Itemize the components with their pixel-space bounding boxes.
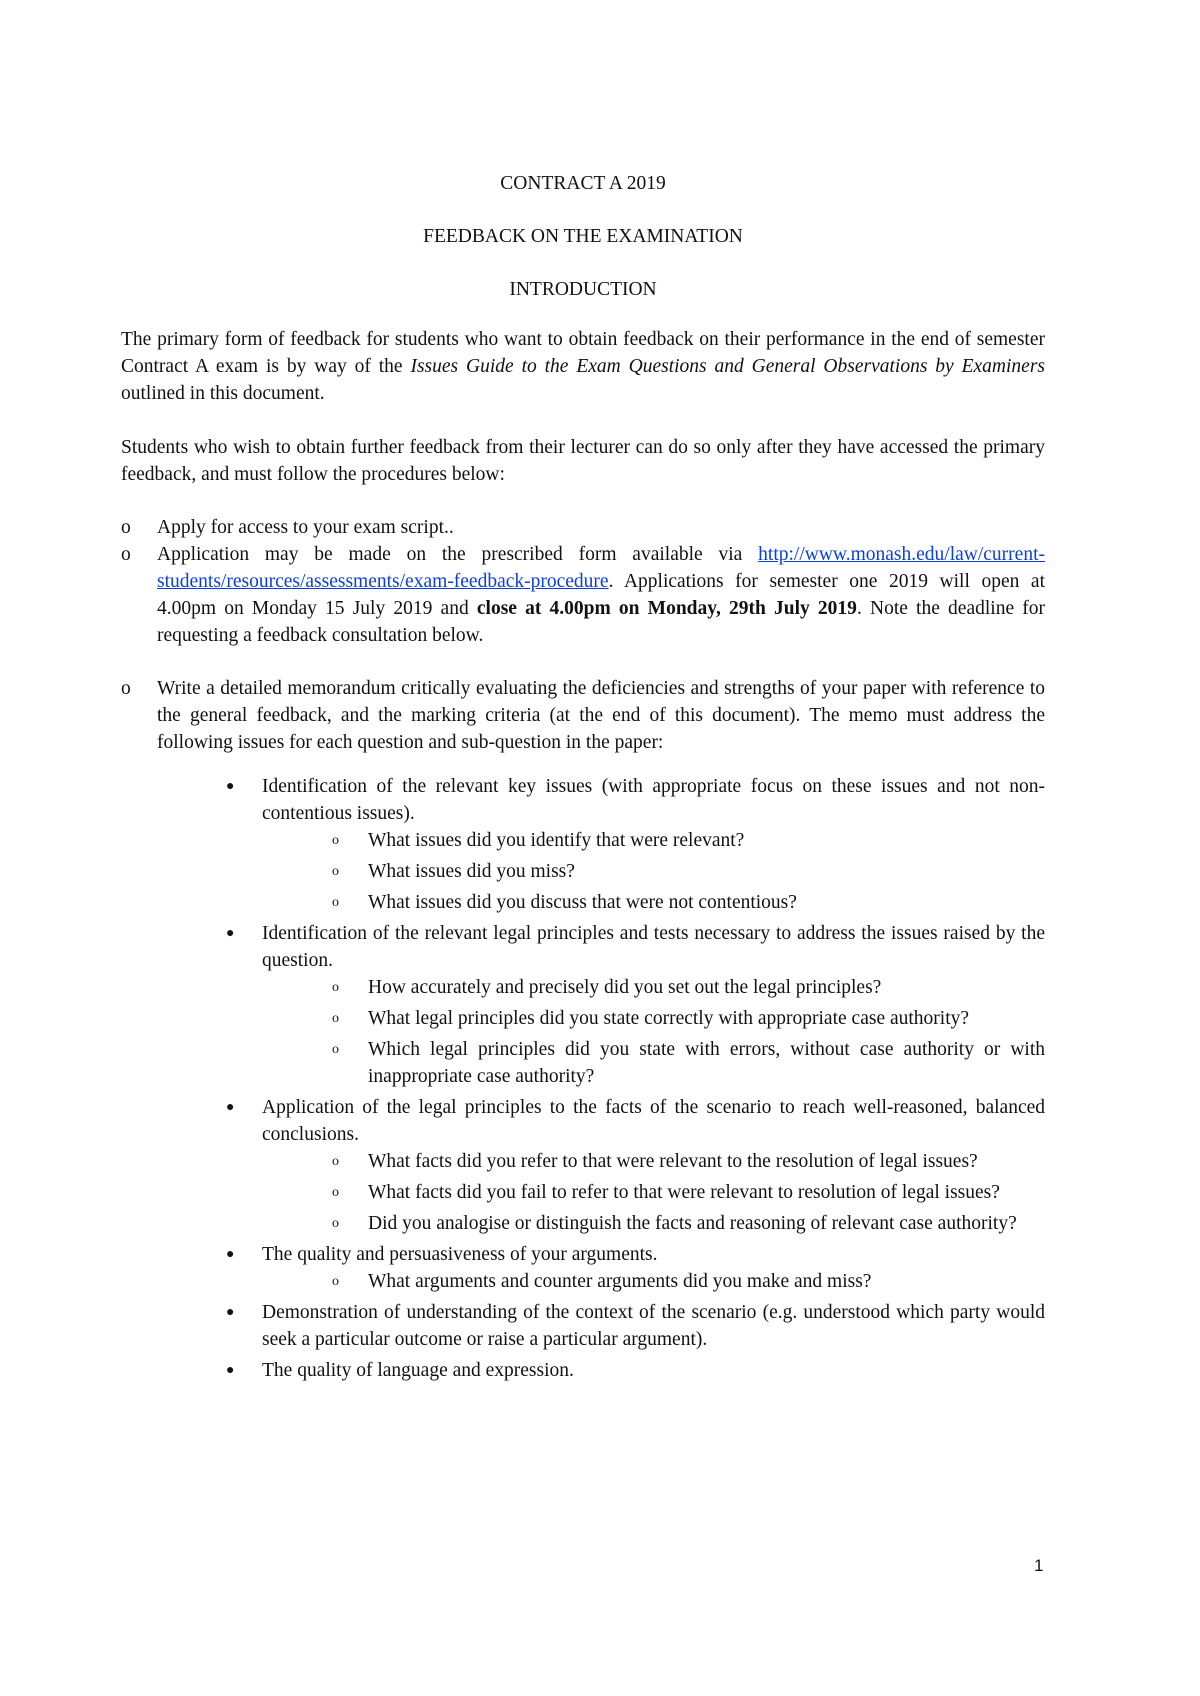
- sub-question-text: What legal principles did you state correctly with appropriate case authority?: [368, 1008, 970, 1029]
- feedback-procedure-link[interactable]: http://www.monash.edu/law/current-students/resources/assessments/exam-feedback-procedure: [157, 544, 1045, 592]
- sub-question-item: [332, 1210, 1045, 1237]
- circle-marker: o: [332, 1216, 339, 1231]
- sub-question-item: [332, 858, 1045, 885]
- bullet-marker: ●: [226, 1305, 235, 1320]
- criteria-text: Demonstration of understanding of the context of the scenario (e.g. understood which party would seek a particular outcome or raise a particular argument).: [262, 1302, 1045, 1350]
- intro-text-after: outlined in this document.: [121, 383, 325, 404]
- criteria-item: [226, 920, 1045, 1090]
- sub-question-item: [332, 974, 1045, 1001]
- sub-question-item: [332, 1179, 1045, 1206]
- procedure-paragraph: Students who wish to obtain further feedback from their lecturer can do so only after they have accessed the primary feedback, and must follow the procedures below:: [121, 437, 1045, 485]
- circle-marker: o: [332, 1042, 339, 1057]
- criteria-text: Application of the legal principles to the facts of the scenario to reach well-reasoned, balanced conclusions.: [262, 1097, 1045, 1145]
- procedure-steps: [121, 514, 1045, 1384]
- circle-marker: o: [121, 678, 131, 699]
- document-title: CONTRACT A 2019: [500, 173, 666, 194]
- circle-marker: o: [121, 544, 131, 565]
- page-number: 1: [1034, 1556, 1044, 1575]
- sub-question-text: Which legal principles did you state with errors, without case authority or with inappropriate case authority?: [368, 1039, 1045, 1087]
- step-text: . Note the deadline for requesting a feedback consultation below.: [157, 598, 1046, 646]
- intro-paragraph: [121, 326, 1045, 407]
- circle-marker: o: [332, 1154, 339, 1169]
- sub-question-item: [332, 1268, 1045, 1295]
- deadline-text: close at 4.00pm on Monday, 29th July 2019: [476, 598, 857, 619]
- step-text: . Applications for semester one 2019 will open at 4.00pm on Monday 15 July 2019 and: [157, 571, 1045, 619]
- circle-marker: o: [332, 895, 339, 910]
- criteria-text: Identification of the relevant key issues (with appropriate focus on these issues and not non-contentious issues).: [262, 776, 1045, 824]
- criteria-list: [157, 773, 1045, 1384]
- sub-question-text: What issues did you discuss that were not contentious?: [368, 892, 797, 913]
- step-item: [121, 514, 1045, 541]
- sub-question-item: [332, 889, 1045, 916]
- section-heading: INTRODUCTION: [509, 279, 657, 300]
- criteria-item: [226, 1299, 1045, 1353]
- circle-marker: o: [332, 833, 339, 848]
- sub-question-text: What facts did you refer to that were relevant to the resolution of legal issues?: [368, 1151, 978, 1172]
- sub-question-item: [332, 1148, 1045, 1175]
- sub-question-list: [262, 1148, 1045, 1237]
- page-content: [121, 170, 1045, 1388]
- step-text: Application may be made on the prescribed form available via: [157, 544, 759, 565]
- sub-question-item: [332, 1036, 1045, 1090]
- criteria-text: The quality and persuasiveness of your arguments.: [262, 1244, 658, 1265]
- sub-question-text: What arguments and counter arguments did you make and miss?: [368, 1271, 872, 1292]
- bullet-marker: ●: [226, 1363, 235, 1378]
- intro-guide-title: Issues Guide to the Exam Questions and General Observations by Examiners: [410, 356, 1045, 377]
- step-item: [121, 541, 1045, 649]
- sub-question-text: What facts did you fail to refer to that were relevant to resolution of legal issues?: [368, 1182, 1000, 1203]
- sub-question-text: How accurately and precisely did you set out the legal principles?: [368, 977, 882, 998]
- sub-question-list: [262, 974, 1045, 1090]
- sub-question-list: [262, 827, 1045, 916]
- criteria-item: [226, 773, 1045, 916]
- intro-text-before: The primary form of feedback for students who want to obtain feedback on their performance in the end of semester Contract A exam is by way of the: [121, 329, 1045, 377]
- sub-question-item: [332, 827, 1045, 854]
- bullet-marker: ●: [226, 1100, 235, 1115]
- circle-marker: o: [121, 517, 131, 538]
- circle-marker: o: [332, 980, 339, 995]
- step-text: Write a detailed memorandum critically evaluating the deficiencies and strengths of your paper with reference to the general feedback, and the marking criteria (at the end of this document). The memo must address the following issues for each question and sub-question in the paper:: [157, 678, 1045, 753]
- criteria-text: The quality of language and expression.: [262, 1360, 574, 1381]
- bullet-marker: ●: [226, 779, 235, 794]
- document-subtitle: FEEDBACK ON THE EXAMINATION: [423, 226, 743, 247]
- circle-marker: o: [332, 1011, 339, 1026]
- sub-question-text: What issues did you miss?: [368, 861, 575, 882]
- bullet-marker: ●: [226, 926, 235, 941]
- step-item: [121, 675, 1045, 1384]
- sub-question-list: [262, 1268, 1045, 1295]
- criteria-item: [226, 1357, 1045, 1384]
- criteria-text: Identification of the relevant legal principles and tests necessary to address the issues raised by the question.: [262, 923, 1045, 971]
- circle-marker: o: [332, 1274, 339, 1289]
- circle-marker: o: [332, 864, 339, 879]
- criteria-item: [226, 1241, 1045, 1295]
- bullet-marker: ●: [226, 1247, 235, 1262]
- sub-question-text: Did you analogise or distinguish the facts and reasoning of relevant case authority?: [368, 1213, 1017, 1234]
- circle-marker: o: [332, 1185, 339, 1200]
- sub-question-text: What issues did you identify that were relevant?: [368, 830, 745, 851]
- step-text: Apply for access to your exam script..: [157, 517, 454, 538]
- criteria-item: [226, 1094, 1045, 1237]
- sub-question-item: [332, 1005, 1045, 1032]
